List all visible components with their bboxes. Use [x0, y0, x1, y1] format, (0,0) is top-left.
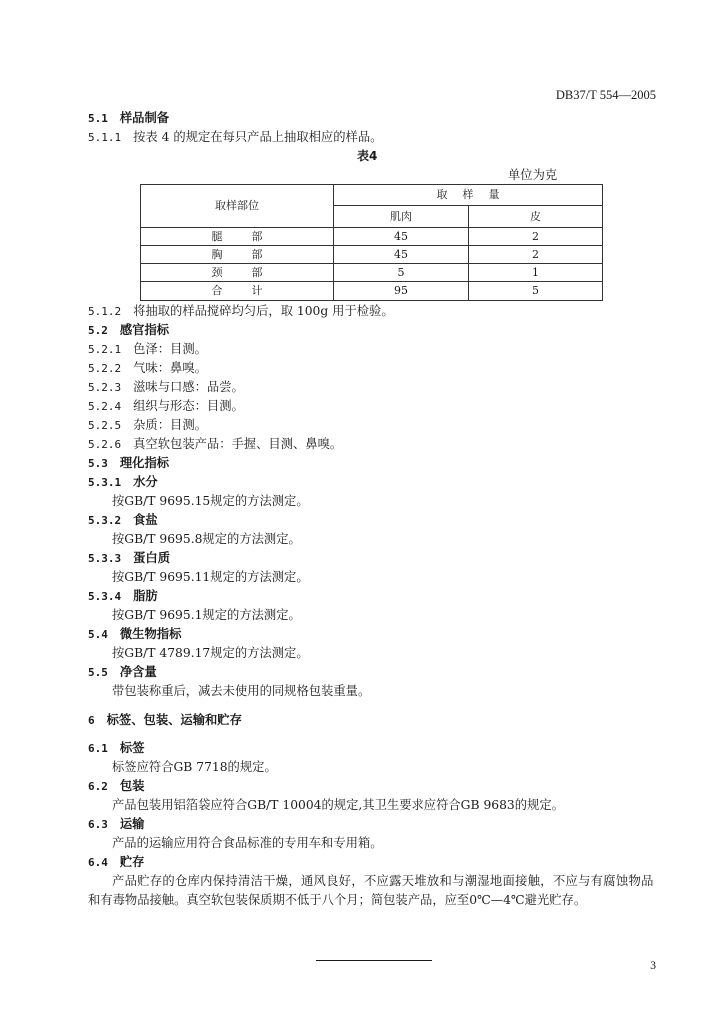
chapter-title: 标签、包装、运输和贮存	[106, 712, 242, 727]
clause-heading-5-4	[88, 625, 668, 644]
clause-5-1-1	[88, 128, 668, 147]
clause-text: 滋味与口感：品尝。	[133, 379, 244, 394]
chapter-number: 6	[88, 713, 95, 727]
cell-skin: 1	[469, 264, 603, 282]
cell-part: 腿 部	[141, 228, 334, 246]
clause-heading-5-3-3	[88, 549, 668, 568]
clause-number: 5.2.4	[88, 399, 122, 413]
clause-title: 理化指标	[119, 455, 170, 470]
clause-heading-5-3-1	[88, 473, 668, 492]
clause-title: 净含量	[119, 664, 157, 679]
clause-number: 5.2	[88, 323, 108, 337]
sampling-table	[140, 184, 603, 301]
table-unit-note: 单位为克	[508, 167, 558, 182]
clause-number: 6.3	[88, 817, 108, 831]
clause-text-line: 按GB/T 9695.1规定的方法测定。	[112, 607, 301, 622]
clause-text-line: 标签应符合GB 7718的规定。	[112, 759, 277, 774]
clause-5-2-4	[88, 397, 668, 416]
clause-number: 6.2	[88, 779, 108, 793]
header-cell-skin: 皮	[469, 206, 603, 228]
clause-number: 5.2.6	[88, 437, 122, 451]
clause-text: 气味：鼻嗅。	[133, 360, 207, 375]
cell-muscle: 95	[334, 282, 469, 301]
clause-title: 水分	[133, 474, 158, 489]
clause-number: 5.2.2	[88, 361, 122, 375]
cell-muscle: 45	[334, 246, 469, 264]
clause-text: 色泽：目测。	[133, 341, 207, 356]
cell-muscle: 45	[334, 228, 469, 246]
clause-5-2-6	[88, 435, 668, 454]
clause-5-body-block	[88, 302, 668, 701]
clause-heading-5-3-2	[88, 511, 668, 530]
clause-heading-5-5	[88, 663, 668, 682]
clause-number: 5.1.2	[88, 304, 122, 318]
clause-text-line: 按GB/T 9695.15规定的方法测定。	[112, 493, 309, 508]
clause-text-line: 产品贮存的仓库内保持清洁干燥，通风良好，不应露天堆放和与潮湿地面接触，不应与有腐蚀物品	[112, 873, 654, 888]
clause-text: 真空软包装产品：手握、目测、鼻嗅。	[133, 436, 343, 451]
clause-title: 食盐	[133, 512, 158, 527]
cell-skin: 5	[469, 282, 603, 301]
clause-title: 脂肪	[133, 588, 158, 603]
clause-5-2-5	[88, 416, 668, 435]
footer-rule	[316, 960, 432, 961]
clause-text-line: 按GB/T 4789.17规定的方法测定。	[112, 645, 309, 660]
cell-part: 颈 部	[141, 264, 334, 282]
cell-part: 合 计	[141, 282, 334, 301]
clause-title: 贮存	[119, 854, 145, 869]
table-row	[141, 228, 603, 246]
clause-text: 将抽取的样品搅碎均匀后，取 100g 用于检验。	[133, 303, 394, 318]
table-header-row	[141, 185, 603, 206]
clause-text-line: 和有毒物品接触。真空软包装保质期不低于八个月；简包装产品，应至0℃—4℃避光贮存。	[88, 892, 587, 907]
clause-title: 蛋白质	[133, 550, 171, 565]
cell-muscle: 5	[334, 264, 469, 282]
clause-title: 感官指标	[119, 322, 170, 337]
clause-text: 按表 4 的规定在每只产品上抽取相应的样品。	[133, 129, 383, 144]
clause-text-line: 按GB/T 9695.8规定的方法测定。	[112, 531, 301, 546]
clause-heading-5-3-4	[88, 587, 668, 606]
clause-heading-6-1	[88, 739, 668, 758]
clause-title: 样品制备	[119, 110, 170, 125]
cell-skin: 2	[469, 246, 603, 264]
clause-number: 5.4	[88, 627, 108, 641]
clause-number: 6.1	[88, 741, 108, 755]
clause-number: 5.3.2	[88, 513, 122, 527]
clause-heading-5-3	[88, 454, 668, 473]
clause-5-2-3	[88, 378, 668, 397]
clause-heading-6-4	[88, 853, 668, 872]
cell-part: 胸 部	[141, 246, 334, 264]
header-cell-muscle: 肌肉	[334, 206, 469, 228]
chapter-heading-6	[88, 711, 668, 730]
clause-text-line: 产品的运输应用符合食品标准的专用车和专用箱。	[112, 835, 383, 850]
chapter-6-body-block	[88, 739, 668, 910]
clause-number: 5.3.1	[88, 475, 122, 489]
clause-title: 运输	[119, 816, 145, 831]
clause-text-line: 产品包装用铝箔袋应符合GB/T 10004的规定,其卫生要求应符合GB 9683的规定。	[112, 797, 564, 812]
clause-number: 5.1.1	[88, 130, 122, 144]
table-row	[141, 264, 603, 282]
clause-5-2-2	[88, 359, 668, 378]
table-total-row	[141, 282, 603, 301]
table-caption: 表4	[357, 148, 378, 163]
clause-text-line: 按GB/T 9695.11规定的方法测定。	[112, 569, 309, 584]
clause-text: 杂质：目测。	[133, 417, 207, 432]
clause-number: 5.3.4	[88, 589, 122, 603]
table-row	[141, 246, 603, 264]
clause-number: 5.2.5	[88, 418, 122, 432]
clause-text-line: 带包装称重后，减去未使用的同规格包装重量。	[112, 683, 371, 698]
clause-number: 6.4	[88, 855, 108, 869]
clause-text: 组织与形态：目测。	[133, 398, 244, 413]
clause-title: 标签	[119, 740, 145, 755]
chapter-6-heading-block	[88, 711, 668, 730]
header-cell-amount: 取 样 量	[334, 185, 603, 206]
clause-heading-6-2	[88, 777, 668, 796]
clause-number: 5.1	[88, 111, 108, 125]
header-cell-part: 取样部位	[141, 185, 334, 228]
clause-5-1-2	[88, 302, 668, 321]
clause-5-1-block	[88, 109, 668, 185]
page-number: 3	[650, 960, 656, 972]
clause-5-2-1	[88, 340, 668, 359]
clause-number: 5.3.3	[88, 551, 122, 565]
clause-title: 包装	[119, 778, 145, 793]
clause-number: 5.2.3	[88, 380, 122, 394]
clause-heading-5-2	[88, 321, 668, 340]
cell-skin: 2	[469, 228, 603, 246]
clause-heading-6-3	[88, 815, 668, 834]
clause-title: 微生物指标	[119, 626, 182, 641]
standard-code-header: DB37/T 554—2005	[555, 88, 656, 102]
clause-number: 5.2.1	[88, 342, 122, 356]
clause-number: 5.5	[88, 665, 108, 679]
clause-heading-5-1	[88, 109, 668, 128]
clause-number: 5.3	[88, 456, 108, 470]
